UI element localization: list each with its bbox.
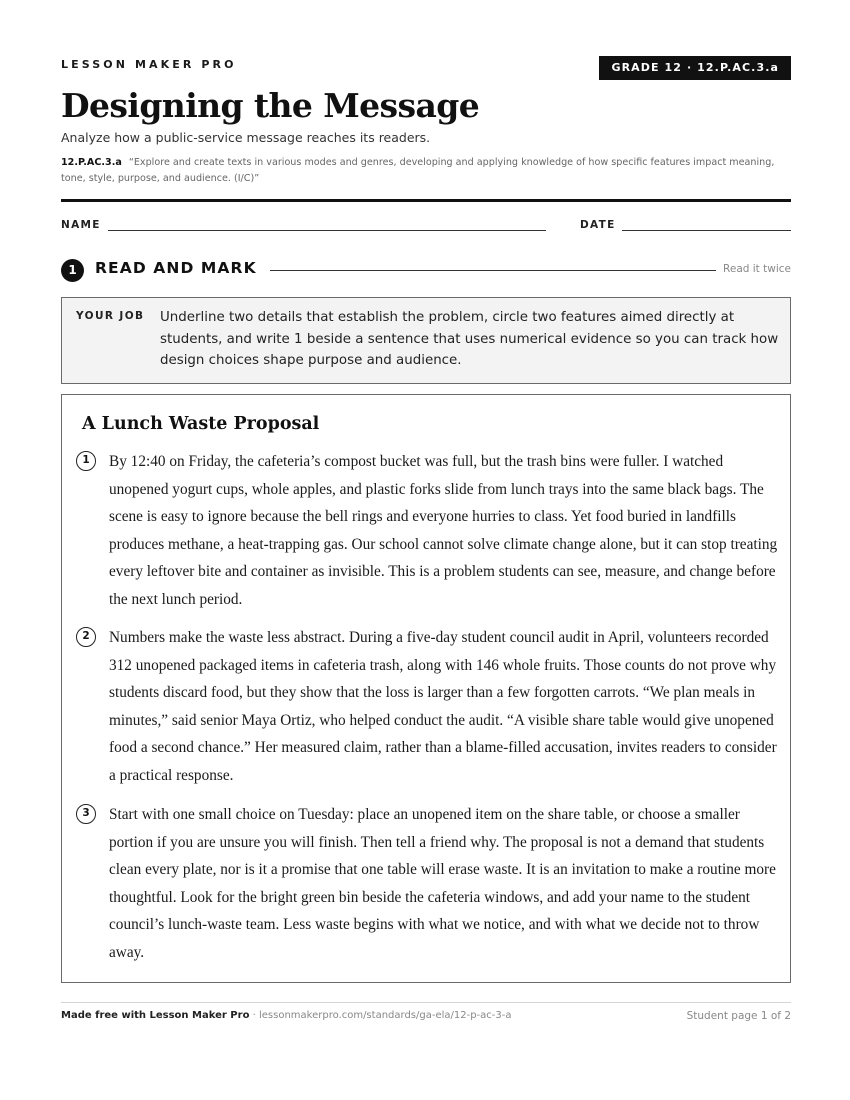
paragraph-number: 1 — [76, 451, 96, 471]
footer-divider — [61, 1002, 791, 1003]
paragraph-text: By 12:40 on Friday, the cafeteria’s compost bucket was full, but the trash bins were fuller. I watched unopened yogurt cups, whole apples, and plastic forks slide from lunch trays into the same black bags. The scene is easy to ignore because the bell rings and everyone hurries to class. Yet food buried in landfills produces methane, a heat-trapping gas. Our school cannot solve climate change alone, but it can stop treating every leftover bite and container as invisible. This is a problem students can see, measure, and change before the next lunch period. — [109, 453, 778, 608]
standard-description — [61, 155, 781, 187]
grade-standard-badge: GRADE 12 · 12.P.AC.3.a — [599, 56, 791, 80]
footer-url: · lessonmakerpro.com/standards/ga-ela/12-p-ac-3-a — [249, 1010, 512, 1021]
name-write-line[interactable] — [108, 230, 546, 231]
standard-code: 12.P.AC.3.a — [61, 157, 122, 168]
section-number-badge: 1 — [61, 259, 84, 282]
page-title: Designing the Message — [61, 86, 480, 125]
instructions-label: YOUR JOB — [76, 310, 145, 322]
instructions-text: Underline two details that establish the problem, circle two features aimed directly at students, and write 1 beside a sentence that uses numerical evidence so you can track how design choices shape purpose and audience. — [160, 310, 779, 368]
passage-title: A Lunch Waste Proposal — [82, 414, 320, 434]
footer-page-number: Student page 1 of 2 — [686, 1010, 791, 1022]
section-divider — [270, 270, 716, 271]
paragraph-number: 2 — [76, 627, 96, 647]
name-date-row — [61, 219, 791, 233]
date-write-line[interactable] — [622, 230, 791, 231]
footer-made-with: Made free with Lesson Maker Pro — [61, 1010, 250, 1021]
date-label: DATE — [580, 219, 616, 231]
paragraph-number: 3 — [76, 804, 96, 824]
page-subtitle: Analyze how a public-service message reaches its readers. — [61, 130, 431, 145]
paragraph-text: Start with one small choice on Tuesday: place an unopened item on the share table, or choose a smaller portion if you are unsure you will finish. Then tell a friend why. The proposal is not a demand that students clean every plate, nor is it a promise that one table will erase waste. It is an invitation to make a routine more thoughtful. Look for the bright green bin beside the cafeteria windows, and add your name to the student council’s lunch-waste team. Less waste begins with what we notice, and with what we decide not to throw away. — [109, 806, 776, 961]
section-title: READ AND MARK — [95, 259, 257, 277]
section-header — [61, 258, 791, 282]
brand-logo-text: LESSON MAKER PRO — [61, 58, 237, 71]
reading-passage-box — [61, 394, 791, 983]
footer-credit — [61, 1010, 512, 1021]
paragraph-text: Numbers make the waste less abstract. During a five-day student council audit in April, volunteers recorded 312 unopened packaged items in cafeteria trash, along with 146 whole fruits. Those counts do not prove why students discard food, but they show that the loss is larger than a few forgotten carrots. “We plan meals in minutes,” said senior Maya Ortiz, who helped conduct the audit. “A visible share table would give unopened food a second chance.” Her measured claim, rather than a blame-filled accusation, invites readers to consider a practical response. — [109, 629, 777, 784]
header-bar — [61, 56, 791, 80]
instructions-box — [61, 297, 791, 384]
header-divider — [61, 199, 791, 202]
section-note: Read it twice — [723, 263, 791, 275]
standard-text: “Explore and create texts in various modes and genres, developing and applying knowledge of how specific features impact meaning, tone, style, purpose, and audience. (I/C)” — [61, 157, 775, 184]
name-label: NAME — [61, 219, 101, 231]
